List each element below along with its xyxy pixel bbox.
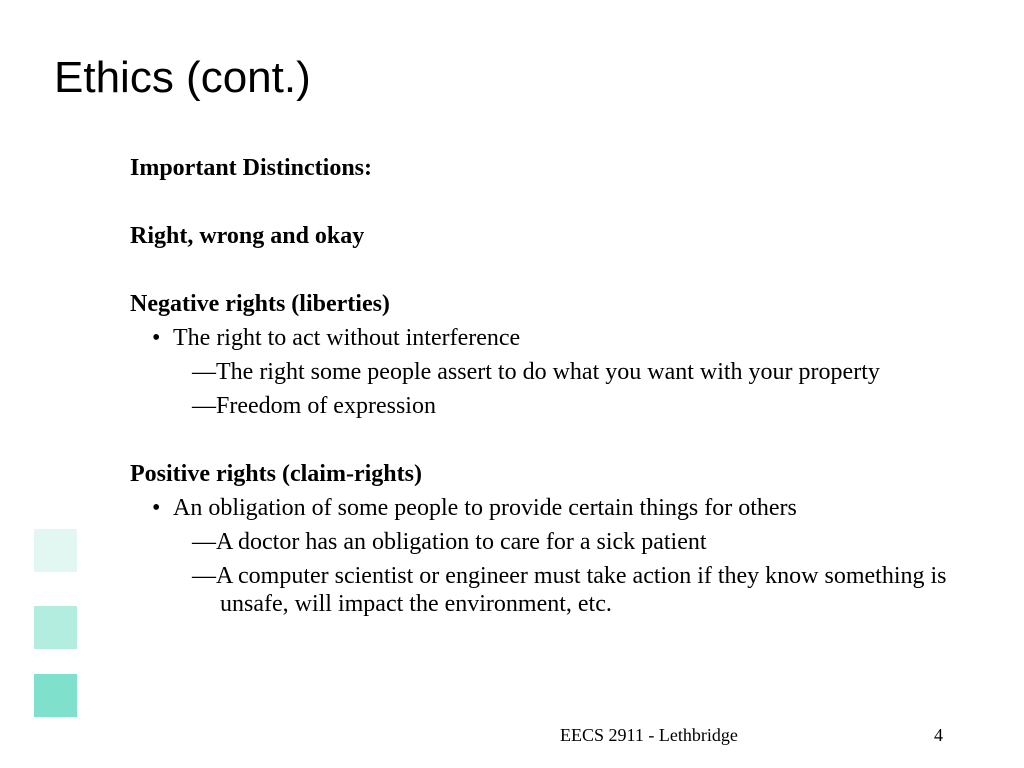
bullet-glyph: • [152,325,161,351]
sub-bullet-item [130,358,990,386]
sub-bullet-item [130,562,990,618]
spacer [130,250,990,290]
bullet-item [130,494,990,522]
decorative-square-light [34,529,77,572]
spacer [130,420,990,460]
sub-bullet-item [130,528,990,556]
slide-title: Ethics (cont.) [54,53,311,102]
dash-glyph: — [192,393,216,419]
sub-bullet-item [130,392,990,420]
slide-body [130,154,990,618]
bullet-text: The right to act without interference [173,325,521,351]
dash-glyph: — [192,529,216,555]
heading-right-wrong: Right, wrong and okay [130,223,365,249]
sub-bullet-text: Freedom of expression [216,393,436,419]
spacer [130,182,990,222]
bullet-glyph: • [152,495,161,521]
bullet-text: An obligation of some people to provide certain things for others [173,495,797,521]
decorative-square-medium [34,606,77,649]
sub-bullet-text: A doctor has an obligation to care for a sick patient [216,529,707,555]
heading-important-distinctions: Important Distinctions: [130,155,373,181]
footer-course: EECS 2911 - Lethbridge [560,725,738,745]
bullet-item [130,324,990,352]
footer-page-number: 4 [934,725,943,745]
decorative-square-dark [34,674,77,717]
sub-bullet-text: The right some people assert to do what you want with your property [216,359,880,385]
dash-glyph: — [192,563,216,589]
heading-positive-rights: Positive rights (claim-rights) [130,461,422,487]
dash-glyph: — [192,359,216,385]
heading-negative-rights: Negative rights (liberties) [130,291,390,317]
sub-bullet-text: A computer scientist or engineer must take action if they know something is unsafe, will impact the environment, etc. [216,563,947,617]
